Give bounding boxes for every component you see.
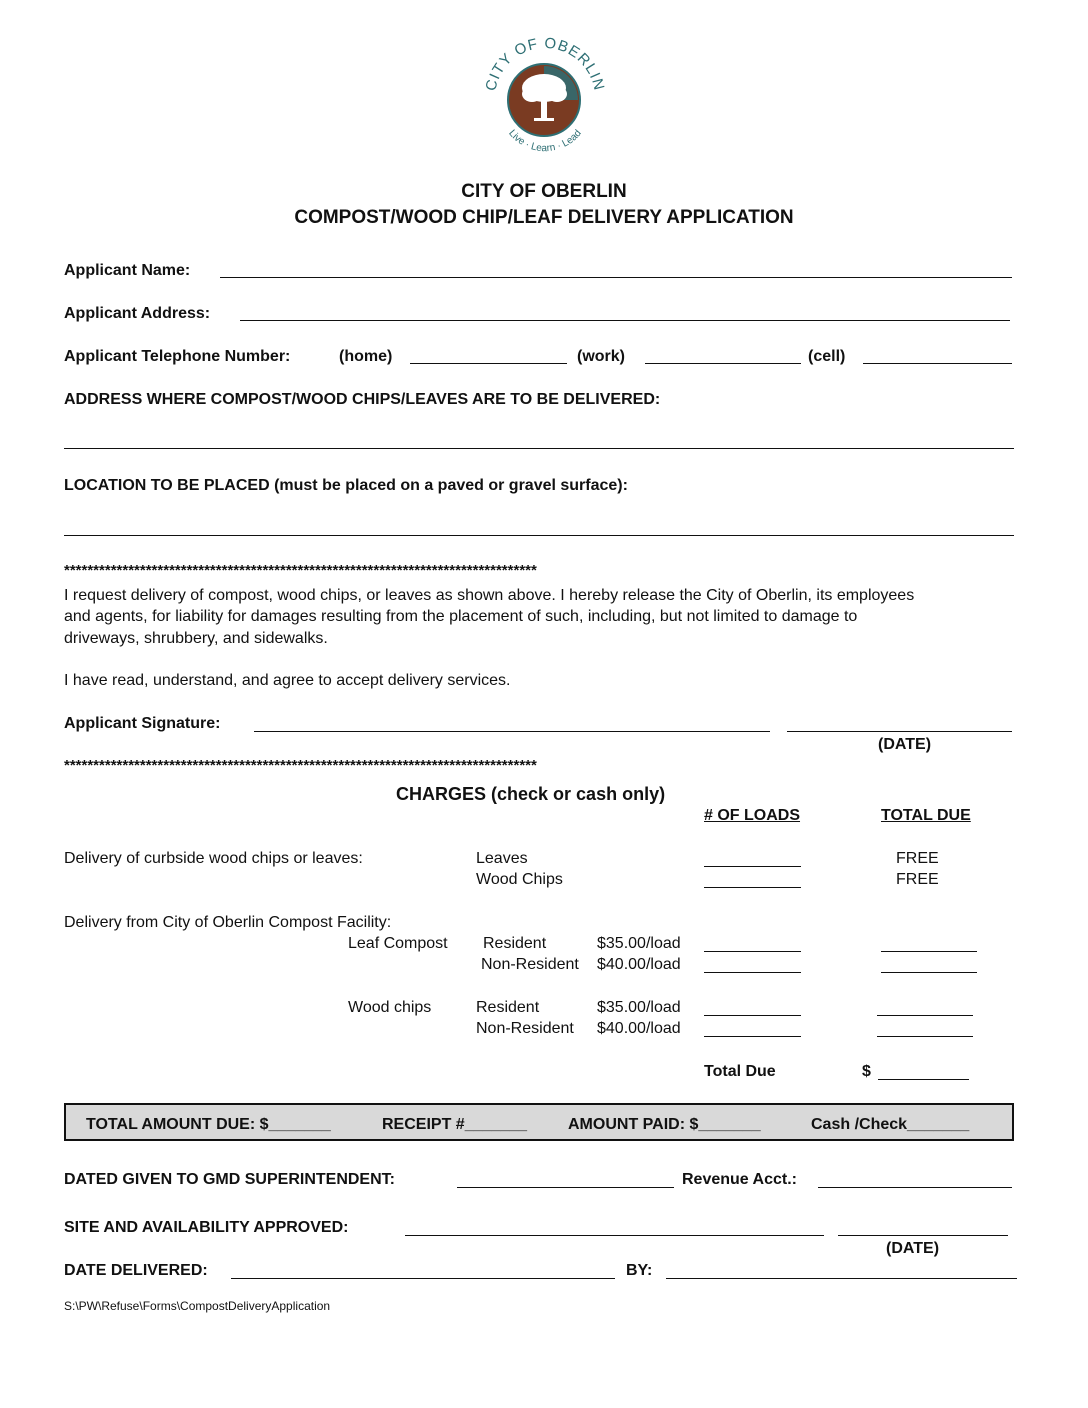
wood-chips-nonresident: Non-Resident <box>476 1020 574 1037</box>
col-loads-header: # OF LOADS <box>704 807 801 824</box>
logo-ring-text: CITY OF OBERLIN <box>482 34 608 93</box>
total-due-label: Total Due <box>704 1063 776 1080</box>
footer-file-path: S:\PW\Refuse\Forms\CompostDeliveryApplication <box>64 1299 331 1313</box>
curbside-wood-chips: Wood Chips <box>476 871 563 888</box>
applicant-address-label: Applicant Address: <box>64 305 211 322</box>
facility-label: Delivery from City of Oberlin Compost Facility: <box>64 914 392 931</box>
total-amount-due[interactable]: TOTAL AMOUNT DUE: $_______ <box>86 1116 331 1133</box>
release-text-line2: and agents, for liability for damages resulting from the placement of such, including, but not limited to damage to <box>64 608 858 625</box>
total-due-dollar: $ <box>862 1063 871 1080</box>
phone-cell-field[interactable] <box>863 363 1012 364</box>
location-label: LOCATION TO BE PLACED (must be placed on a paved or gravel surface): <box>64 477 628 494</box>
wood-chips-label: Wood chips <box>348 999 432 1016</box>
signature-date-label: (DATE) <box>878 736 932 753</box>
separator-stars: ********************************************************************************* <box>64 757 537 774</box>
phone-cell-label: (cell) <box>808 348 846 365</box>
leaf-compost-resident-total-field[interactable] <box>881 951 977 952</box>
cash-check[interactable]: Cash /Check_______ <box>811 1116 970 1133</box>
city-seal-icon <box>474 30 614 170</box>
wood-chips-resident-loads-field[interactable] <box>704 1015 801 1016</box>
city-logo <box>474 30 614 170</box>
totals-box <box>64 1103 1014 1141</box>
by-label: BY: <box>626 1262 653 1279</box>
curbside-wood-chips-free: FREE <box>896 871 939 888</box>
leaf-compost-resident-loads-field[interactable] <box>704 951 801 952</box>
col-total-header: TOTAL DUE <box>881 807 971 824</box>
by-field[interactable] <box>666 1278 1017 1279</box>
wood-chips-nonresident-total-field[interactable] <box>877 1036 973 1037</box>
site-approved-date-label: (DATE) <box>886 1240 940 1257</box>
leaf-compost-resident-price: $35.00/load <box>597 935 681 952</box>
curbside-leaves-loads-field[interactable] <box>704 866 801 867</box>
delivery-address-field[interactable] <box>64 448 1014 449</box>
site-approved-date-field[interactable] <box>838 1235 1008 1236</box>
release-text-line1: I request delivery of compost, wood chips, or leaves as shown above. I hereby release the City of Oberlin, its employees <box>64 587 915 604</box>
amount-paid[interactable]: AMOUNT PAID: $_______ <box>568 1116 761 1133</box>
phone-work-field[interactable] <box>645 363 801 364</box>
curbside-wood-chips-loads-field[interactable] <box>704 887 801 888</box>
location-field[interactable] <box>64 535 1014 536</box>
wood-chips-resident-price: $35.00/load <box>597 999 681 1016</box>
wood-chips-resident-total-field[interactable] <box>877 1015 973 1016</box>
curbside-label: Delivery of curbside wood chips or leaves: <box>64 850 363 867</box>
applicant-name-field[interactable] <box>220 277 1012 278</box>
wood-chips-nonresident-price: $40.00/load <box>597 1020 681 1037</box>
leaf-compost-resident: Resident <box>483 935 547 952</box>
logo-tagline: Live · Learn · Lead <box>506 127 584 155</box>
date-delivered-field[interactable] <box>231 1278 615 1279</box>
leaf-compost-nonresident-price: $40.00/load <box>597 956 681 973</box>
revenue-acct-field[interactable] <box>818 1187 1012 1188</box>
header-city: CITY OF OBERLIN <box>461 181 627 202</box>
total-due-field[interactable] <box>878 1079 969 1080</box>
signature-field[interactable] <box>254 731 770 732</box>
phone-home-field[interactable] <box>410 363 567 364</box>
dated-given-field[interactable] <box>457 1187 674 1188</box>
leaf-compost-nonresident: Non-Resident <box>481 956 579 973</box>
leaf-compost-nonresident-loads-field[interactable] <box>704 972 801 973</box>
revenue-acct-label: Revenue Acct.: <box>682 1171 797 1188</box>
signature-date-field[interactable] <box>787 731 1012 732</box>
applicant-phone-label: Applicant Telephone Number: <box>64 348 291 365</box>
header-title: COMPOST/WOOD CHIP/LEAF DELIVERY APPLICATION <box>294 207 794 228</box>
phone-home-label: (home) <box>339 348 393 365</box>
separator-stars: ********************************************************************************* <box>64 562 537 579</box>
applicant-name-label: Applicant Name: <box>64 262 191 279</box>
wood-chips-resident: Resident <box>476 999 540 1016</box>
leaf-compost-nonresident-total-field[interactable] <box>881 972 977 973</box>
date-delivered-label: DATE DELIVERED: <box>64 1262 208 1279</box>
applicant-address-field[interactable] <box>240 320 1010 321</box>
agree-text: I have read, understand, and agree to accept delivery services. <box>64 672 511 689</box>
leaf-compost-label: Leaf Compost <box>348 935 448 952</box>
receipt-number[interactable]: RECEIPT #_______ <box>382 1116 527 1133</box>
charges-title: CHARGES (check or cash only) <box>396 784 666 804</box>
wood-chips-nonresident-loads-field[interactable] <box>704 1036 801 1037</box>
signature-label: Applicant Signature: <box>64 715 221 732</box>
delivery-address-label: ADDRESS WHERE COMPOST/WOOD CHIPS/LEAVES ARE TO BE DELIVERED: <box>64 391 661 408</box>
dated-given-label: DATED GIVEN TO GMD SUPERINTENDENT: <box>64 1171 395 1188</box>
curbside-leaves-free: FREE <box>896 850 939 867</box>
release-text-line3: driveways, shrubbery, and sidewalks. <box>64 630 328 647</box>
curbside-leaves: Leaves <box>476 850 528 867</box>
site-approved-label: SITE AND AVAILABILITY APPROVED: <box>64 1219 349 1236</box>
phone-work-label: (work) <box>577 348 625 365</box>
site-approved-field[interactable] <box>405 1235 824 1236</box>
